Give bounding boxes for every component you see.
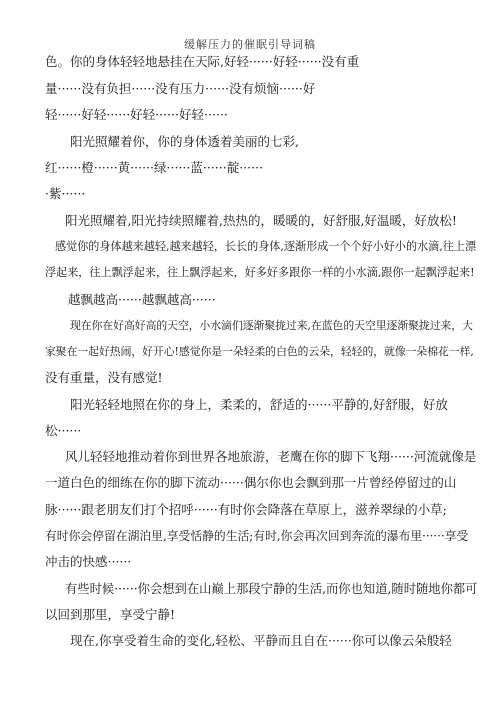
text-line: 有些时候······你会想到在山巅上那段宁静的生活,而你也知道,随时随地你都可	[65, 582, 478, 596]
text-line: 感觉你的身体越来越轻,越来越轻，长长的身体,逐渐形成一个个好小好小的水滴,往上漂	[55, 240, 477, 253]
text-line: 越飘越高······越飘越高······	[68, 292, 216, 307]
text-line: 量······没有负担······没有压力······没有烦恼······好	[45, 81, 316, 96]
text-line: 以回到那里，享受宁静!	[45, 607, 176, 622]
text-line: ·紫······	[45, 186, 86, 201]
text-line: 脉······跟老朋友们打个招呼······有时你会降落在草原上，滋养翠绿的小草;	[45, 502, 447, 517]
text-line: 冲击的快感······	[45, 554, 132, 569]
text-line: 轻······好轻······好轻······好轻······	[45, 107, 228, 122]
text-line: 家聚在一起好热闹，好开心!感觉你是一朵轻柔的白色的云朵，轻轻的，就像一朵棉花一样,	[45, 345, 474, 358]
text-line: 一道白色的细练在你的脚下流动······偶尔你也会飘到那一片曾经停留过的山	[45, 475, 457, 490]
text-line: 风儿轻轻地推动着你到世界各地旅游，老鹰在你的脚下飞翔······河流就像是	[65, 449, 477, 464]
text-line: 阳光照耀着,阳光持续照耀着,热热的，暖暖的，好舒服,好温暖，好放松!	[65, 213, 457, 228]
text-line: 现在你在好高好高的天空，小水滴们逐渐聚拢过来,在蓝色的天空里逐渐聚拢过来，大	[70, 319, 473, 332]
text-line: 有时你会停留在湖泊里,享受恬静的生活;有时,你会再次回到奔流的瀑布里······享受	[45, 529, 469, 543]
page-header-title: 缓解压力的催眠引导词稿	[184, 38, 316, 51]
text-line: 松······	[45, 423, 82, 438]
text-line: 阳光轻轻地照在你的身上，柔柔的，舒适的······平静的,好舒服，好放	[70, 397, 448, 412]
text-line: 色。你的身体轻轻地悬挂在天际,好轻······好轻······没有重	[45, 54, 360, 69]
text-line: 浮起来，往上飘浮起来，往上飘浮起来，好多好多跟你一样的小水滴,跟你一起飘浮起来!	[45, 266, 475, 279]
text-line: 阳光照耀着你，你的身体透着美丽的七彩,	[70, 134, 299, 149]
text-line: 红······橙······黄······绿······蓝······靛······	[45, 160, 264, 175]
text-line: 现在,你享受着生命的变化,轻松、平静而且自在······你可以像云朵般轻	[70, 633, 452, 648]
text-line: 没有重量，没有感觉!	[45, 370, 163, 385]
